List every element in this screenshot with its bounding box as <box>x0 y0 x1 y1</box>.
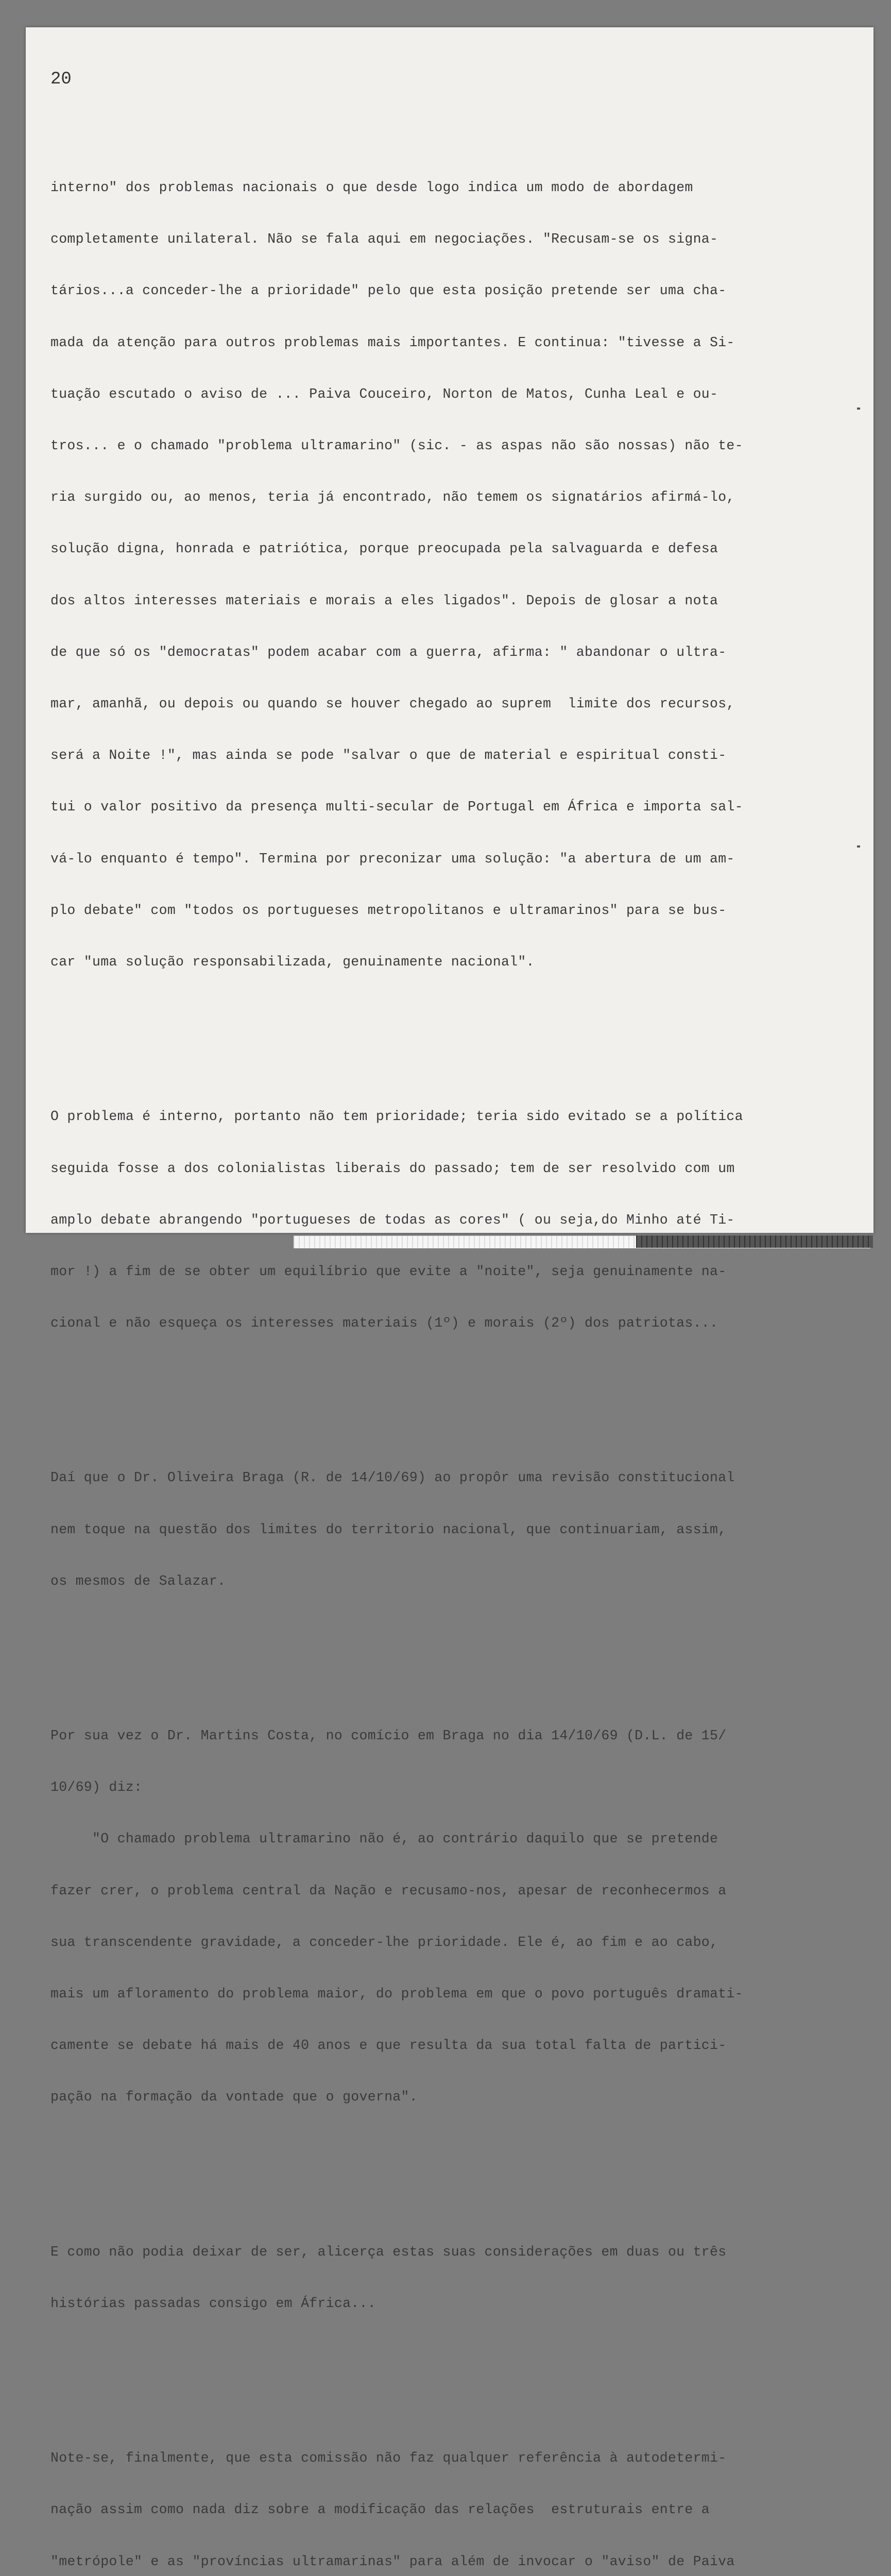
text-line: solução digna, honrada e patriótica, porque preocupada pela salvaguarda e defesa <box>50 541 718 557</box>
paragraph <box>50 2209 844 2347</box>
text-line: cional e não esqueça os interesses materiais (1º) e morais (2º) dos patriotas... <box>50 1315 718 1331</box>
paragraph <box>50 145 844 1005</box>
text-line: Por sua vez o Dr. Martins Costa, no comício em Braga no dia 14/10/69 (D.L. de 15/ <box>50 1728 727 1743</box>
text-line: tários...a conceder-lhe a prioridade" pelo que esta posição pretende ser uma cha- <box>50 283 727 299</box>
text-line: nação assim como nada diz sobre a modificação das relações estruturais entre a <box>50 2502 710 2518</box>
scan-mark <box>857 845 860 848</box>
text-line: 10/69) diz: <box>50 1780 143 1795</box>
text-line: plo debate" com "todos os portugueses metropolitanos e ultramarinos" para se bus- <box>50 902 727 918</box>
text-line: seguida fosse a dos colonialistas liberais do passado; tem de ser resolvido com um <box>50 1160 735 1176</box>
text-line: histórias passadas consigo em África... <box>50 2295 376 2311</box>
text-line: mada da atenção para outros problemas mais importantes. E continua: "tivesse a Si- <box>50 334 735 350</box>
paragraph <box>50 1074 844 1367</box>
text-line: será a Noite !", mas ainda se pode "salvar o que de material e espiritual consti- <box>50 748 727 764</box>
paragraph <box>50 1435 844 1624</box>
text-line: E como não podia deixar de ser, alicerça estas suas considerações em duas ou três <box>50 2244 727 2260</box>
text-line: "O chamado problema ultramarino não é, ao contrário daquilo que se pretende <box>50 1831 718 1847</box>
text-line: vá-lo enquanto é tempo". Termina por preconizar uma solução: "a abertura de um am- <box>50 851 735 867</box>
text-line: Note-se, finalmente, que esta comissão não faz qualquer referência à autodetermi- <box>50 2450 727 2466</box>
text-line: sua transcendente gravidade, a conceder-lhe prioridade. Ele é, ao fim e ao cabo, <box>50 1934 718 1950</box>
text-line: tui o valor positivo da presença multi-secular de Portugal em África e importa sal- <box>50 799 743 815</box>
text-line: interno" dos problemas nacionais o que desde logo indica um modo de abordagem <box>50 180 693 196</box>
paragraph <box>50 2415 844 2576</box>
text-line: "metrópole" e as "províncias ultramarinas" para além de invocar o "aviso" de Paiva <box>50 2553 735 2569</box>
text-line: O problema é interno, portanto não tem prioridade; teria sido evitado se a política <box>50 1109 743 1125</box>
text-line: car "uma solução responsabilizada, genuinamente nacional". <box>50 954 535 970</box>
text-line: amplo debate abrangendo "portugueses de todas as cores" ( ou seja,do Minho até Ti- <box>50 1212 735 1228</box>
text-line: camente se debate há mais de 40 anos e que resulta da sua total falta de partici- <box>50 2038 727 2054</box>
document-body <box>50 93 844 2576</box>
scale-ruler-dark <box>636 1235 873 1248</box>
text-line: mais um afloramento do problema maior, do problema em que o povo português dramati- <box>50 1986 743 2002</box>
text-line: nem toque na questão dos limites do territorio nacional, que continuariam, assim, <box>50 1521 727 1537</box>
text-line: dos altos interesses materiais e morais a eles ligados". Depois de glosar a nota <box>50 592 718 608</box>
text-line: Daí que o Dr. Oliveira Braga (R. de 14/10/69) ao propôr uma revisão constitucional <box>50 1470 735 1486</box>
text-line: fazer crer, o problema central da Nação e recusamo-nos, apesar de reconhecermos a <box>50 1883 727 1899</box>
text-line: mar, amanhã, ou depois ou quando se houver chegado ao suprem limite dos recursos, <box>50 696 735 712</box>
text-line: completamente unilateral. Não se fala aqui em negociações. "Recusam-se os signa- <box>50 231 718 247</box>
text-line: tuação escutado o aviso de ... Paiva Couceiro, Norton de Matos, Cunha Leal e ou- <box>50 386 718 402</box>
paragraph <box>50 1693 844 2140</box>
text-line: mor !) a fim de se obter um equilíbrio que evite a "noite", seja genuinamente na- <box>50 1263 727 1279</box>
text-line: ria surgido ou, ao menos, teria já encontrado, não temem os signatários afirmá-lo, <box>50 489 735 505</box>
page-number: 20 <box>50 70 72 89</box>
scan-mark <box>857 408 860 410</box>
text-line: de que só os "democratas" podem acabar com a guerra, afirma: " abandonar o ultra- <box>50 644 727 660</box>
text-line: tros... e o chamado "problema ultramarino" (sic. - as aspas não são nossas) não te- <box>50 438 743 454</box>
text-line: os mesmos de Salazar. <box>50 1573 226 1589</box>
document-page <box>26 27 873 2569</box>
text-line: pação na formação da vontade que o governa". <box>50 2089 418 2105</box>
